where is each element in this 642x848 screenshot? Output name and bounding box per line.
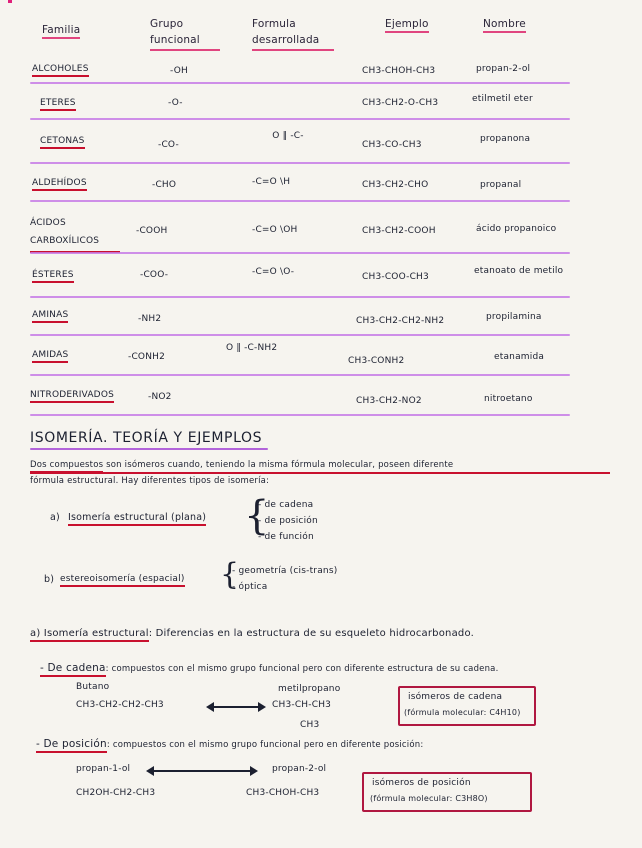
cadena-line	[40, 662, 499, 674]
familia-amidas: AMIDAS	[32, 350, 68, 363]
grupo-aminas: -NH2	[138, 314, 162, 324]
posicion-label: - De posición	[36, 738, 107, 753]
posicion-box-sub: (fórmula molecular: C3H8O)	[370, 794, 488, 803]
grupo-alcoholes: -OH	[170, 66, 188, 76]
intro-line-1	[30, 460, 453, 470]
ejemplo-alcoholes: CH3-CHOH-CH3	[362, 66, 436, 76]
posicion-arrow	[148, 770, 256, 772]
familia-aldehidos: ALDEHÍDOS	[32, 178, 87, 191]
ejemplo-acidos: CH3-CH2-COOH	[362, 226, 436, 236]
formula-acidos: -C=O \OH	[252, 225, 298, 235]
formula-aldehidos: -C=O \H	[252, 177, 291, 187]
a-item-posicion: - de posición	[258, 516, 318, 526]
ejemplo-aldehidos: CH3-CH2-CHO	[362, 180, 429, 190]
title-underline	[30, 448, 268, 450]
familia-acidos: ÁCIDOS CARBOXÍLICOS	[30, 214, 120, 253]
posicion-text: : compuestos con el mismo grupo funcional pero en diferente posición:	[106, 740, 424, 750]
grupo-aldehidos: -CHO	[152, 180, 177, 190]
nombre-amidas: etanamida	[494, 352, 545, 362]
intro-rest: son isómeros cuando, teniendo la misma fórmula molecular, poseen diferente	[106, 460, 454, 470]
posicion-box-title: isómeros de posición	[372, 778, 471, 788]
familia-eteres: ETERES	[40, 98, 76, 111]
nombre-aldehidos: propanal	[480, 180, 522, 190]
propan2ol-formula: CH3-CHOH-CH3	[246, 788, 320, 798]
ejemplo-aminas: CH3-CH2-CH2-NH2	[356, 316, 445, 326]
nombre-alcoholes: propan-2-ol	[476, 64, 531, 74]
grupo-esteres: -COO-	[140, 270, 169, 280]
row-divider	[30, 118, 570, 120]
nombre-aminas: propilamina	[486, 312, 542, 322]
cadena-box-sub: (fórmula molecular: C4H10)	[404, 708, 521, 717]
row-divider	[30, 162, 570, 164]
familia-nitroderivados: NITRODERIVADOS	[30, 390, 114, 403]
ejemplo-nitroderivados: CH3-CH2-NO2	[356, 396, 422, 406]
familia-cetonas: CETONAS	[40, 136, 85, 149]
row-divider	[30, 200, 570, 202]
a-item-cadena: - de cadena	[258, 500, 314, 510]
brace-a: {	[244, 493, 270, 539]
metilpropano-name: metilpropano	[278, 684, 341, 694]
corner-mark	[8, 0, 12, 3]
metilpropano-formula: CH3-CH-CH3	[272, 700, 332, 710]
intro-underlined: Dos compuestos	[30, 460, 103, 473]
nombre-acidos: ácido propanoico	[476, 224, 557, 234]
nombre-cetonas: propanona	[480, 134, 531, 144]
posicion-line	[36, 738, 423, 750]
item-b-title: estereoisomería (espacial)	[60, 574, 185, 587]
formula-amidas: O ‖ -C-NH2	[226, 343, 278, 353]
cadena-label: - De cadena	[40, 662, 106, 677]
def-text: : Diferencias en la estructura de su esqueleto hidrocarbonado.	[148, 628, 474, 639]
header-nombre: Nombre	[483, 18, 526, 33]
b-item-geometria: - geometría (cis-trans)	[232, 566, 338, 576]
cadena-text: : compuestos con el mismo grupo funcional pero con diferente estructura de su cadena.	[105, 664, 499, 674]
row-divider	[30, 82, 570, 84]
formula-cetonas: O ‖ -C-	[272, 131, 304, 141]
grupo-acidos: -COOH	[136, 226, 168, 236]
row-divider	[30, 334, 570, 336]
familia-alcoholes: ALCOHOLES	[32, 64, 89, 77]
row-divider	[30, 252, 570, 254]
nombre-eteres: etilmetil eter	[472, 94, 533, 104]
cadena-box	[398, 686, 536, 726]
grupo-amidas: -CONH2	[128, 352, 166, 362]
metilpropano-branch: CH3	[300, 720, 320, 730]
ejemplo-esteres: CH3-COO-CH3	[362, 272, 429, 282]
row-divider	[30, 296, 570, 298]
intro-line-rule	[30, 472, 610, 474]
section-title: ISOMERÍA. TEORÍA Y EJEMPLOS	[30, 430, 263, 446]
brace-b: {	[220, 557, 240, 592]
intro-line-2: fórmula estructural. Hay diferentes tipos de isomería:	[30, 476, 270, 486]
header-grupo: Grupo funcional	[150, 16, 220, 51]
cadena-box-title: isómeros de cadena	[408, 692, 503, 702]
cadena-arrow	[208, 706, 264, 708]
header-formula: Formula desarrollada	[252, 16, 334, 51]
formula-esteres: -C=O \O-	[252, 267, 295, 277]
butano-name: Butano	[76, 682, 110, 692]
propan1ol-name: propan-1-ol	[76, 764, 131, 774]
ejemplo-cetonas: CH3-CO-CH3	[362, 140, 422, 150]
grupo-nitroderivados: -NO2	[148, 392, 172, 402]
familia-esteres: ÉSTERES	[32, 270, 74, 283]
def-line	[30, 628, 474, 639]
item-a-label: a)	[50, 512, 60, 523]
def-label: a) Isomería estructural	[30, 628, 149, 642]
propan1ol-formula: CH2OH-CH2-CH3	[76, 788, 156, 798]
posicion-box	[362, 772, 532, 812]
item-b-label: b)	[44, 574, 55, 585]
a-item-funcion: - de función	[258, 532, 314, 542]
grupo-cetonas: -CO-	[158, 140, 179, 150]
propan2ol-name: propan-2-ol	[272, 764, 327, 774]
familia-aminas: AMINAS	[32, 310, 68, 323]
grupo-eteres: -O-	[168, 98, 183, 108]
row-divider	[30, 374, 570, 376]
ejemplo-amidas: CH3-CONH2	[348, 356, 405, 366]
header-ejemplo: Ejemplo	[385, 18, 429, 33]
butano-formula: CH3-CH2-CH2-CH3	[76, 700, 164, 710]
b-item-optica: - óptica	[232, 582, 268, 592]
nombre-nitroderivados: nitroetano	[484, 394, 533, 404]
nombre-esteres: etanoato de metilo	[474, 266, 564, 276]
item-a-title: Isomería estructural (plana)	[68, 512, 206, 526]
ejemplo-eteres: CH3-CH2-O-CH3	[362, 98, 439, 108]
row-divider	[30, 414, 570, 416]
header-familia: Familia	[42, 24, 80, 39]
